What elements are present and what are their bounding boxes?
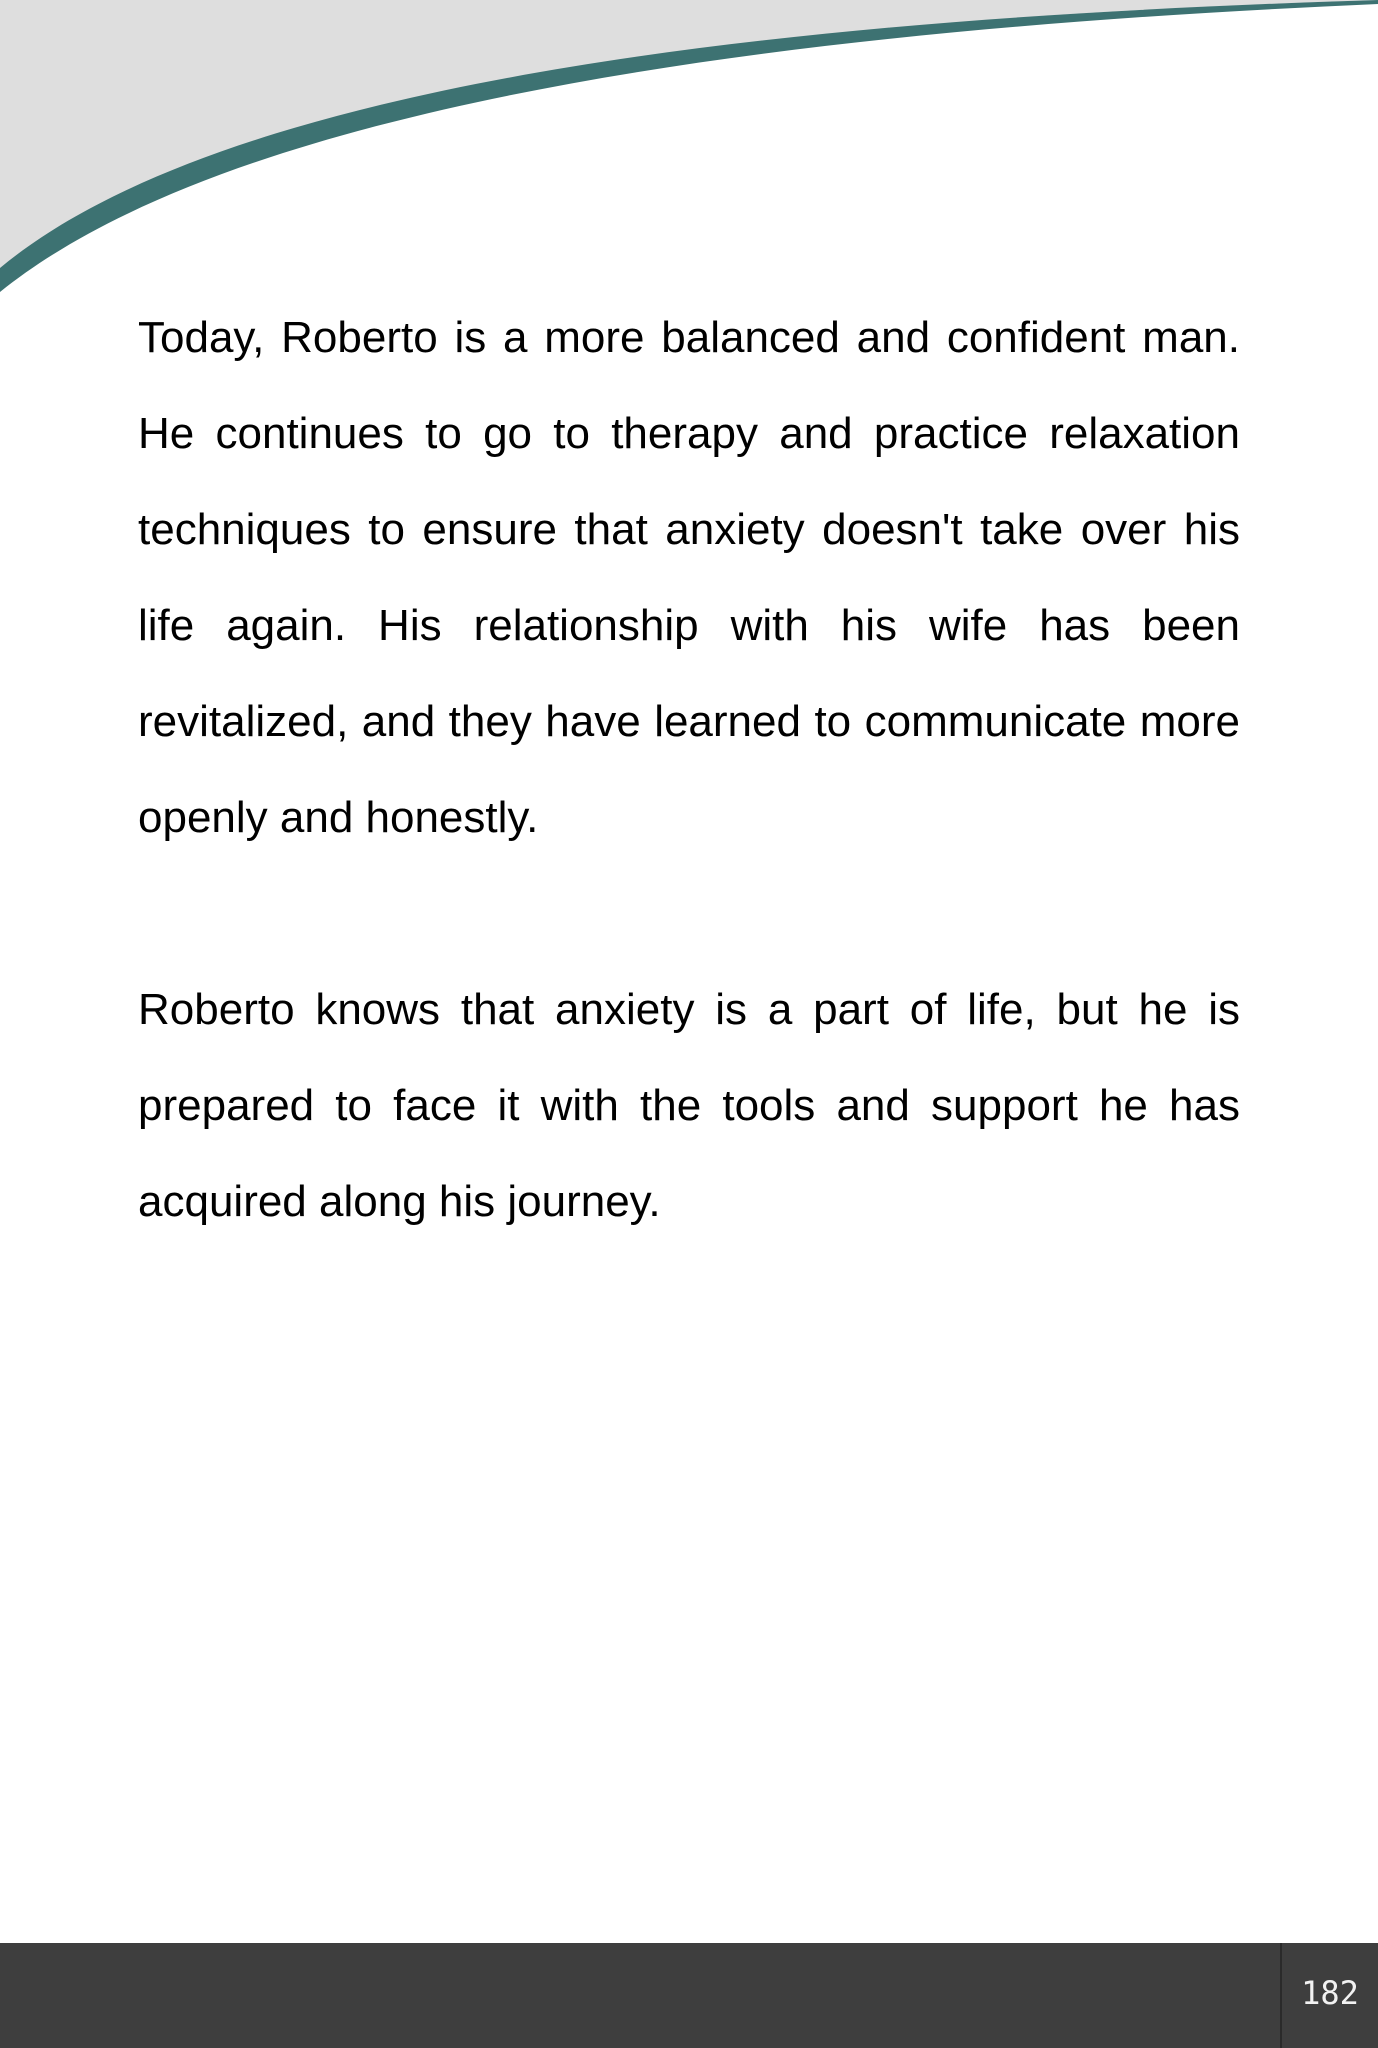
page-number: 182 <box>1301 1973 1359 2012</box>
paragraph-1: Today, Roberto is a more balanced and confident man. He continues to go to therapy and practice relaxation techniques to ensure that anxiety doesn't take over his life again. His relationship with his wife has been revitalized, and they have learned to communicate more openly and honestly. <box>138 313 1240 842</box>
header-gray-fill <box>0 0 1378 290</box>
footer-bar <box>0 1943 1378 2048</box>
body-text <box>138 290 1240 1346</box>
page-number-box <box>1280 1943 1378 2048</box>
paragraph-2: Roberto knows that anxiety is a part of life, but he is prepared to face it with the tools and support he has acquired along his journey. <box>138 985 1240 1226</box>
header-curve-decoration <box>0 0 1378 300</box>
